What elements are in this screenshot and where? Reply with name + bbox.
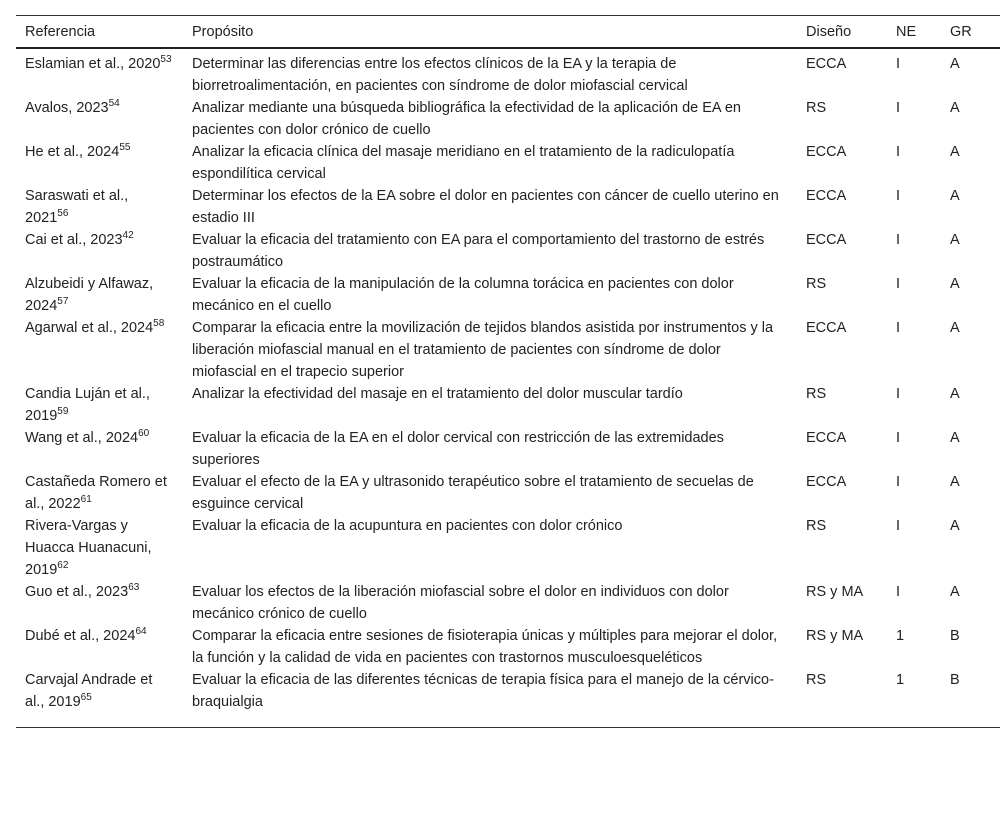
header-row <box>16 16 1000 49</box>
table-row <box>16 141 1000 185</box>
reference-cell <box>16 317 183 383</box>
design-cell: RS <box>806 100 827 116</box>
gr-cell: A <box>950 584 960 600</box>
reference-cell <box>16 229 183 273</box>
table-row <box>16 97 1000 141</box>
reference-cell <box>16 273 183 317</box>
gr-cell: A <box>950 430 960 446</box>
ne-cell: I <box>896 430 901 446</box>
reference-cell <box>16 185 183 229</box>
reference-cell <box>16 669 183 728</box>
ne-cell: I <box>896 584 901 600</box>
design-cell: RS <box>806 276 827 292</box>
citation-number: 55 <box>119 142 131 153</box>
reference-text: Rivera-Vargas y Huacca Huanacuni, 2019 <box>25 518 152 578</box>
reference-text: He et al., 2024 <box>25 144 120 160</box>
purpose-cell: Evaluar la eficacia de la manipulación de la columna torácica en pacientes con dolor mecánico en el cuello <box>192 276 734 314</box>
citation-number: 57 <box>57 296 69 307</box>
reference-cell <box>16 625 183 669</box>
table-row <box>16 383 1000 427</box>
gr-cell: A <box>950 144 960 160</box>
citation-number: 56 <box>57 208 69 219</box>
reference-cell <box>16 427 183 471</box>
purpose-cell: Analizar mediante una búsqueda bibliográfica la efectividad de la aplicación de EA en pacientes con dolor crónico de cuello <box>192 100 741 138</box>
design-cell: ECCA <box>806 320 847 336</box>
reference-text: Agarwal et al., 2024 <box>25 320 154 336</box>
ne-cell: I <box>896 188 901 204</box>
purpose-cell: Evaluar la eficacia de la acupuntura en pacientes con dolor crónico <box>192 518 623 534</box>
reference-text: Cai et al., 2023 <box>25 232 123 248</box>
gr-cell: B <box>950 672 960 688</box>
ne-cell: I <box>896 320 901 336</box>
header-proposito: Propósito <box>183 16 797 49</box>
ne-cell: I <box>896 474 901 490</box>
reference-text: Guo et al., 2023 <box>25 584 129 600</box>
citation-number: 62 <box>57 560 69 571</box>
gr-cell: A <box>950 276 960 292</box>
reference-cell <box>16 141 183 185</box>
ne-cell: I <box>896 386 901 402</box>
table-row <box>16 317 1000 383</box>
reference-text: Castañeda Romero et al., 2022 <box>25 474 167 512</box>
purpose-cell: Evaluar la eficacia de las diferentes técnicas de terapia física para el manejo de la cérvico-braquialgia <box>192 672 774 710</box>
header-ne: NE <box>887 16 941 49</box>
ne-cell: I <box>896 518 901 534</box>
ne-cell: 1 <box>896 628 905 644</box>
gr-cell: A <box>950 56 960 72</box>
table-row <box>16 229 1000 273</box>
gr-cell: A <box>950 100 960 116</box>
purpose-cell: Comparar la eficacia entre sesiones de fisioterapia únicas y múltiples para mejorar el dolor, la función y la calidad de vida en pacientes con trastornos musculoesqueléticos <box>192 628 778 666</box>
purpose-cell: Analizar la eficacia clínica del masaje meridiano en el tratamiento de la radiculopatía espondilítica cervical <box>192 144 735 182</box>
reference-cell <box>16 383 183 427</box>
design-cell: ECCA <box>806 232 847 248</box>
reference-cell <box>16 48 183 97</box>
reference-text: Avalos, 2023 <box>25 100 109 116</box>
design-cell: ECCA <box>806 430 847 446</box>
header-referencia: Referencia <box>16 16 183 49</box>
reference-text: Alzubeidi y Alfawaz, 2024 <box>25 276 154 314</box>
design-cell: RS y MA <box>806 628 864 644</box>
evidence-table <box>16 15 1000 728</box>
design-cell: RS <box>806 386 827 402</box>
ne-cell: I <box>896 276 901 292</box>
reference-text: Candia Luján et al., 2019 <box>25 386 150 424</box>
purpose-cell: Determinar las diferencias entre los efectos clínicos de la EA y la terapia de biorretroalimentación, en pacientes con síndrome de dolor miofascial cervical <box>192 56 688 94</box>
reference-text: Dubé et al., 2024 <box>25 628 136 644</box>
purpose-cell: Evaluar los efectos de la liberación miofascial sobre el dolor en individuos con dolor mecánico crónico de cuello <box>192 584 729 622</box>
table-row <box>16 48 1000 97</box>
reference-text: Carvajal Andrade et al., 2019 <box>25 672 153 710</box>
gr-cell: A <box>950 386 960 402</box>
purpose-cell: Evaluar el efecto de la EA y ultrasonido terapéutico sobre el tratamiento de secuelas de esguince cervical <box>192 474 754 512</box>
reference-cell <box>16 581 183 625</box>
purpose-cell: Determinar los efectos de la EA sobre el dolor en pacientes con cáncer de cuello uterino en estadio III <box>192 188 779 226</box>
purpose-cell: Analizar la efectividad del masaje en el tratamiento del dolor muscular tardío <box>192 386 683 402</box>
ne-cell: I <box>896 100 901 116</box>
purpose-cell: Evaluar la eficacia de la EA en el dolor cervical con restricción de las extremidades superiores <box>192 430 724 468</box>
table-row <box>16 273 1000 317</box>
citation-number: 65 <box>80 692 92 703</box>
citation-number: 64 <box>135 626 147 637</box>
citation-number: 60 <box>138 428 150 439</box>
design-cell: ECCA <box>806 474 847 490</box>
purpose-cell: Comparar la eficacia entre la movilización de tejidos blandos asistida por instrumentos y la liberación miofascial manual en el tratamiento de pacientes con síndrome de dolor miofascial en el trapecio superior <box>192 320 774 380</box>
header-gr: GR <box>941 16 1000 49</box>
reference-cell <box>16 471 183 515</box>
reference-text: Saraswati et al., 2021 <box>25 188 129 226</box>
table-row <box>16 427 1000 471</box>
citation-number: 59 <box>57 406 69 417</box>
table-row <box>16 515 1000 581</box>
citation-number: 54 <box>108 98 120 109</box>
citation-number: 58 <box>153 318 165 329</box>
design-cell: ECCA <box>806 56 847 72</box>
table-row <box>16 625 1000 669</box>
gr-cell: A <box>950 474 960 490</box>
design-cell: RS y MA <box>806 584 864 600</box>
table-row <box>16 185 1000 229</box>
ne-cell: 1 <box>896 672 905 688</box>
citation-number: 53 <box>160 54 172 65</box>
table-row <box>16 471 1000 515</box>
gr-cell: B <box>950 628 960 644</box>
design-cell: ECCA <box>806 188 847 204</box>
table-row <box>16 581 1000 625</box>
reference-cell <box>16 97 183 141</box>
reference-text: Eslamian et al., 2020 <box>25 56 161 72</box>
citation-number: 61 <box>80 494 92 505</box>
table-row <box>16 669 1000 728</box>
table-body <box>16 48 1000 728</box>
purpose-cell: Evaluar la eficacia del tratamiento con EA para el comportamiento del trastorno de estrés postraumático <box>192 232 765 270</box>
gr-cell: A <box>950 518 960 534</box>
ne-cell: I <box>896 144 901 160</box>
header-diseno: Diseño <box>797 16 887 49</box>
design-cell: RS <box>806 672 827 688</box>
citation-number: 63 <box>128 582 140 593</box>
design-cell: RS <box>806 518 827 534</box>
reference-cell <box>16 515 183 581</box>
design-cell: ECCA <box>806 144 847 160</box>
reference-text: Wang et al., 2024 <box>25 430 139 446</box>
gr-cell: A <box>950 232 960 248</box>
gr-cell: A <box>950 188 960 204</box>
gr-cell: A <box>950 320 960 336</box>
ne-cell: I <box>896 232 901 248</box>
citation-number: 42 <box>122 230 134 241</box>
ne-cell: I <box>896 56 901 72</box>
